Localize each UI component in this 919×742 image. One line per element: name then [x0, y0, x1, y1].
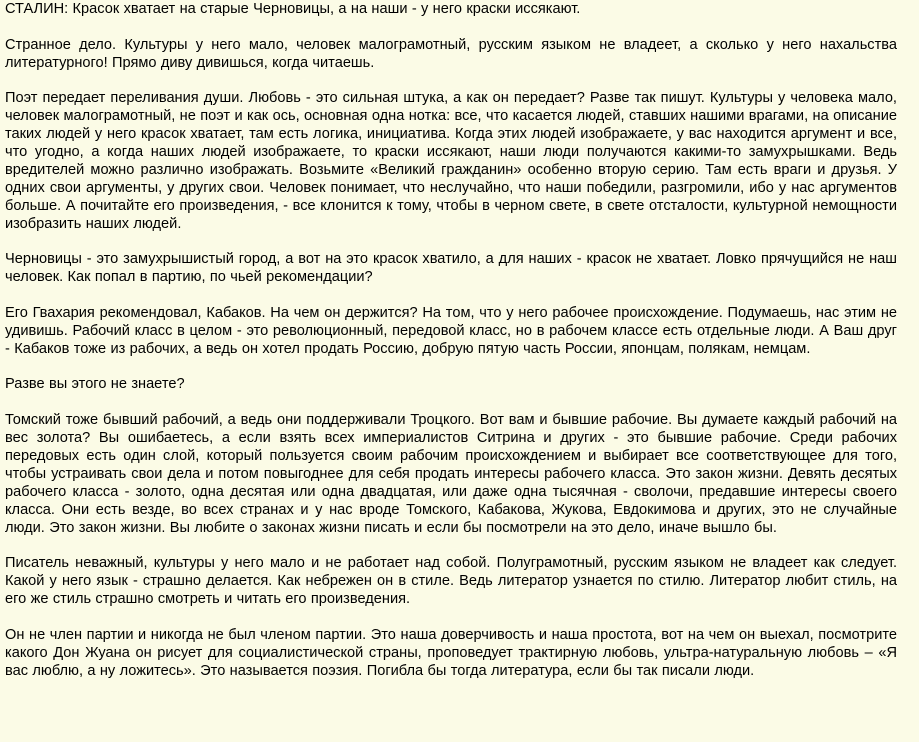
paragraph-chernovtsy: Черновицы - это замухрышистый город, а вот на это красок хватило, а для наших - красок не хватает. Ловко прячущийся не наш человек. Как попал в партию, по чьей рекомендации? [5, 251, 897, 286]
paragraph-stalin-opening: СТАЛИН: Красок хватает на старые Черновицы, а на наши - у него краски иссякают. [5, 1, 581, 17]
paragraph-poor-writer: Писатель неважный, культуры у него мало и не работает над собой. Полуграмотный, русским языком не владеет как следует. Какой у него язык - страшно делается. Как небрежен он в стиле. Ведь литератор узнается по стилю. Литератор любит стиль, на его же стиль страшно смотреть и читать его произведения. [5, 555, 897, 608]
paragraph-dont-you-know: Разве вы этого не знаете? [5, 376, 185, 393]
paragraph-strange-matter: Странное дело. Культуры у него мало, человек малограмотный, русским языком не владеет, а сколько у него нахальства литературного! Прямо диву дивишься, когда читаешь. [5, 36, 897, 71]
document-page [0, 1, 919, 742]
paragraph-tomsky: Томский тоже бывший рабочий, а ведь они поддерживали Троцкого. Вот вам и бывшие рабочие. Вы думаете каждый рабочий на вес золота? Вы ошибаетесь, а если взять всех империалистов Ситрина и других - это бывшие рабочие. Среди рабочих передовых есть один слой, который пользуется своим рабочим происхождением и выбирает все соответствующее для того, чтобы устраивать свои дела и потом повыгоднее для себя продать интересы рабочего класса. Это закон жизни. Девять десятых рабочего класса - золото, одна десятая или одна двадцатая, или даже одна тысячная - сволочи, предавшие интересы своего класса. Они есть везде, во всех странах и у нас вроде Томского, Кабакова, Жукова, Евдокимова и других, это не случайные люди. Это закон жизни. Вы любите о законах жизни писать и если бы посмотрели на это дело, иначе вышло бы. [5, 412, 897, 536]
paragraph-not-party-member: Он не член партии и никогда не был членом партии. Это наша доверчивость и наша простота, вот на чем он выехал, посмотрите какого Дон Жуана он рисует для социалистической страны, проповедует трактирную любовь, ультра-натуральную любовь – «Я вас люблю, а ну ложитесь». Это называется поэзия. Погибла бы тогда литература, если бы так писали люди. [5, 626, 897, 679]
paragraph-gvakharia: Его Гвахария рекомендовал, Кабаков. На чем он держится? На том, что у него рабочее происхождение. Подумаешь, нас этим не удивишь. Рабочий класс в целом - это революционный, передовой класс, но в рабочем классе есть отдельные люди. А Ваш друг - Кабаков тоже из рабочих, а ведь он хотел продать Россию, добрую пятую часть России, японцам, полякам, немцам. [5, 304, 897, 357]
paragraph-poet-soul: Поэт передает переливания души. Любовь - это сильная штука, а как он передает? Разве так пишут. Культуры у человека мало, человек малограмотный, не поэт и как ось, основная одна нотка: все, что касается людей, ставших нашими врагами, на описание таких людей у него красок хватает, там есть логика, инициатива. Когда этих людей изображаете, у вас находится аргумент и все, что угодно, а когда наших людей изображаете, то краски иссякают, наши люди получаются какими-то замухрышками. Ведь вредителей можно различно изображать. Возьмите «Великий гражданин» особенно вторую серию. Там есть враги и друзья. У одних свои аргументы, у других свои. Человек понимает, что неслучайно, что наши победили, разгромили, ибо у нас аргументов больше. А почитайте его произведения, - все клонится к тому, чтобы в черном свете, в свете отсталости, культурной немощности изобразить наших людей. [5, 90, 897, 232]
